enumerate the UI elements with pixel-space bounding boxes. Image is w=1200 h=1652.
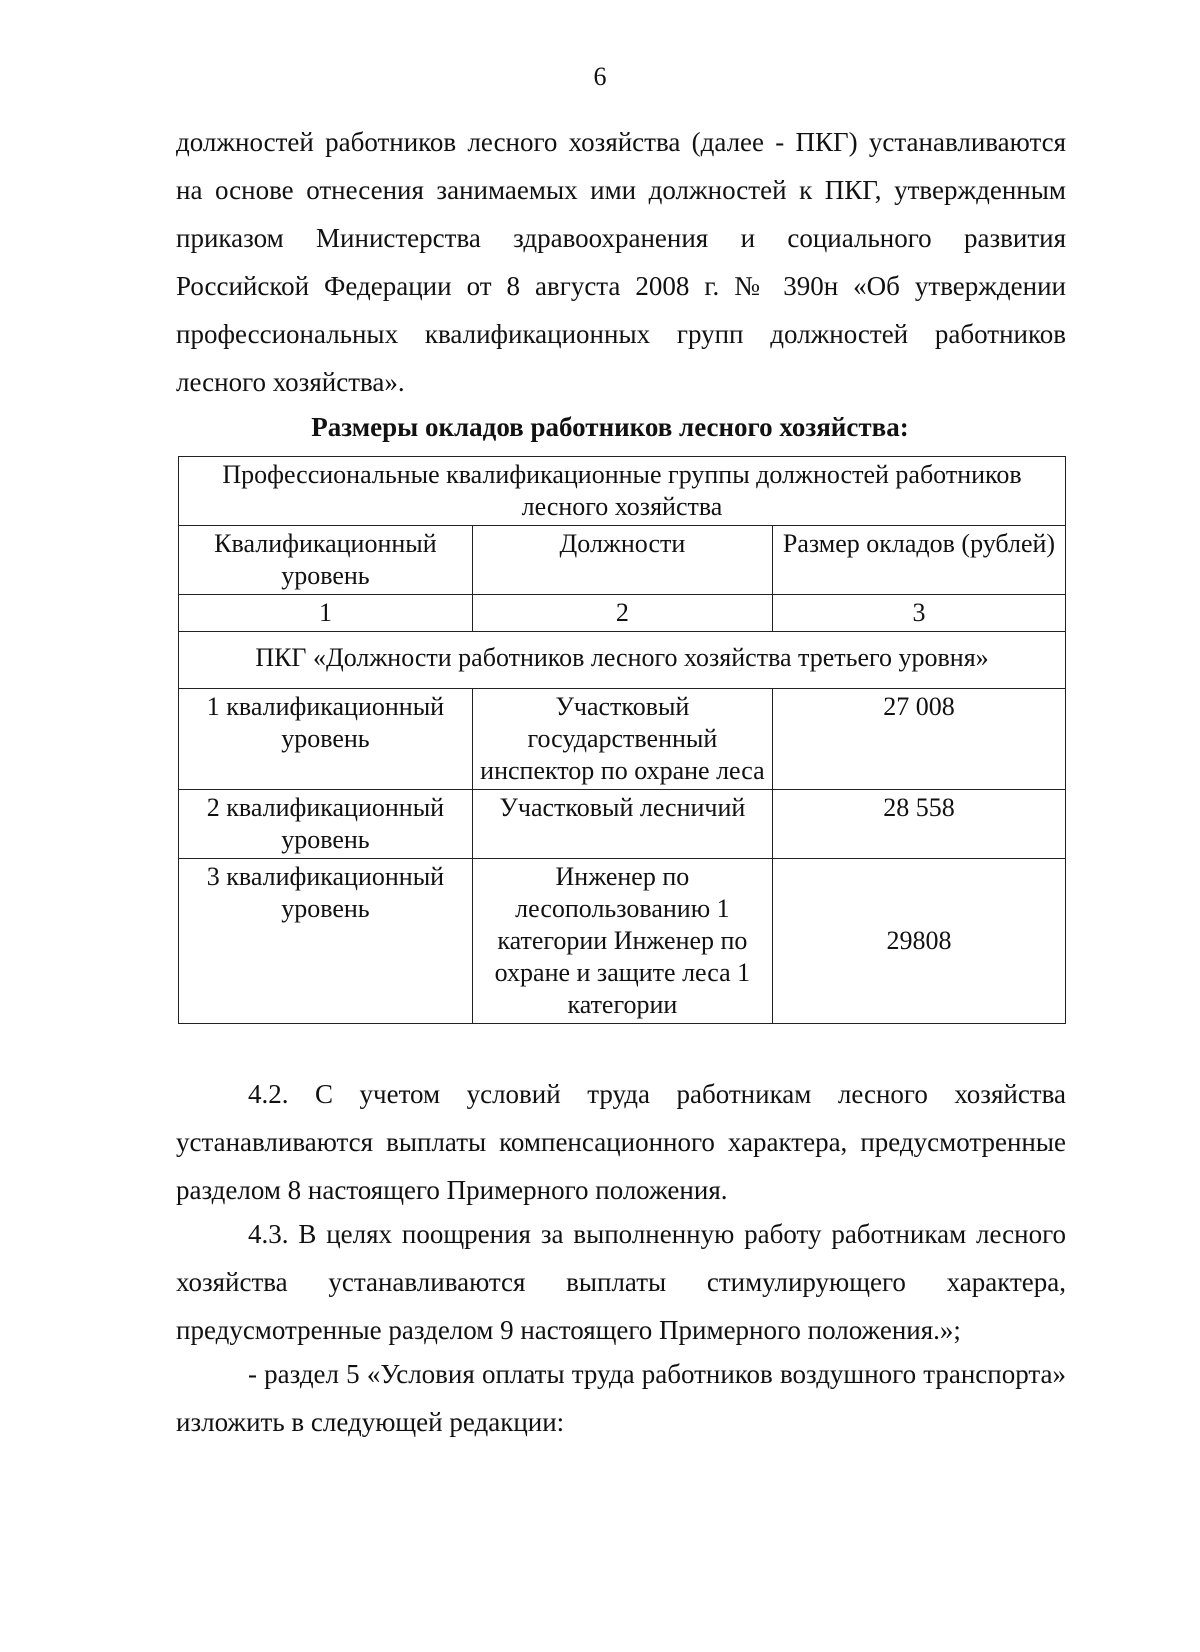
- paragraph-4-3: 4.3. В целях поощрения за выполненную работу работникам лесного хозяйства устанавливаются выплаты стимулирующего характера, предусмотренные разделом 9 настоящего Примерного положения.»;: [176, 1219, 1066, 1345]
- paragraph-4-2: 4.2. С учетом условий труда работникам лесного хозяйства устанавливаются выплаты компенсационного характера, предусмотренные разделом 8 настоящего Примерного положения.: [176, 1079, 1066, 1205]
- position-cell: Участковый государственный инспектор по охране леса: [472, 689, 772, 790]
- salary-table: [178, 456, 1066, 1024]
- table-row: [179, 689, 1066, 790]
- intro-line: профессиональных квалификационных групп должностей работников: [176, 319, 1066, 349]
- salary-cell: 29808: [772, 859, 1065, 1024]
- level-cell: 1 квалификационный уровень: [179, 689, 473, 790]
- level-cell: 2 квалификационный уровень: [179, 790, 473, 859]
- table-row: [179, 790, 1066, 859]
- column-header: Размер окладов (рублей): [772, 526, 1065, 595]
- intro-line: на основе отнесения занимаемых ими должностей к ПКГ, утвержденным: [176, 175, 1066, 205]
- table-title: Размеры окладов работников лесного хозяйства:: [311, 412, 909, 442]
- intro-line: лесного хозяйства».: [176, 367, 405, 397]
- page-number: 6: [593, 62, 607, 91]
- section-title-cell: ПКГ «Должности работников лесного хозяйства третьего уровня»: [179, 632, 1066, 689]
- salary-cell: 28 558: [772, 790, 1065, 859]
- column-header: Должности: [472, 526, 772, 595]
- group-header-cell: Профессиональные квалификационные группы должностей работников лесного хозяйства: [179, 457, 1066, 526]
- table-row: [179, 859, 1066, 1024]
- column-number: 1: [179, 595, 473, 632]
- table-row: [179, 526, 1066, 595]
- intro-line: приказом Министерства здравоохранения и социального развития: [176, 223, 1066, 253]
- table-row: [179, 457, 1066, 526]
- table-row: [179, 632, 1066, 689]
- paragraph-section-5: - раздел 5 «Условия оплаты труда работников воздушного транспорта» изложить в следующей редакции:: [176, 1359, 1066, 1437]
- level-cell: 3 квалификационный уровень: [179, 859, 473, 1024]
- intro-line: должностей работников лесного хозяйства (далее - ПКГ) устанавливаются: [176, 127, 1066, 157]
- position-cell: Инженер по лесопользованию 1 категории Инженер по охране и защите леса 1 категории: [472, 859, 772, 1024]
- salary-cell: 27 008: [772, 689, 1065, 790]
- table-row: [179, 595, 1066, 632]
- position-cell: Участковый лесничий: [472, 790, 772, 859]
- column-header: Квалификационный уровень: [179, 526, 473, 595]
- column-number: 2: [472, 595, 772, 632]
- column-number: 3: [772, 595, 1065, 632]
- intro-line: Российской Федерации от 8 августа 2008 г. № 390н «Об утверждении: [176, 271, 1066, 301]
